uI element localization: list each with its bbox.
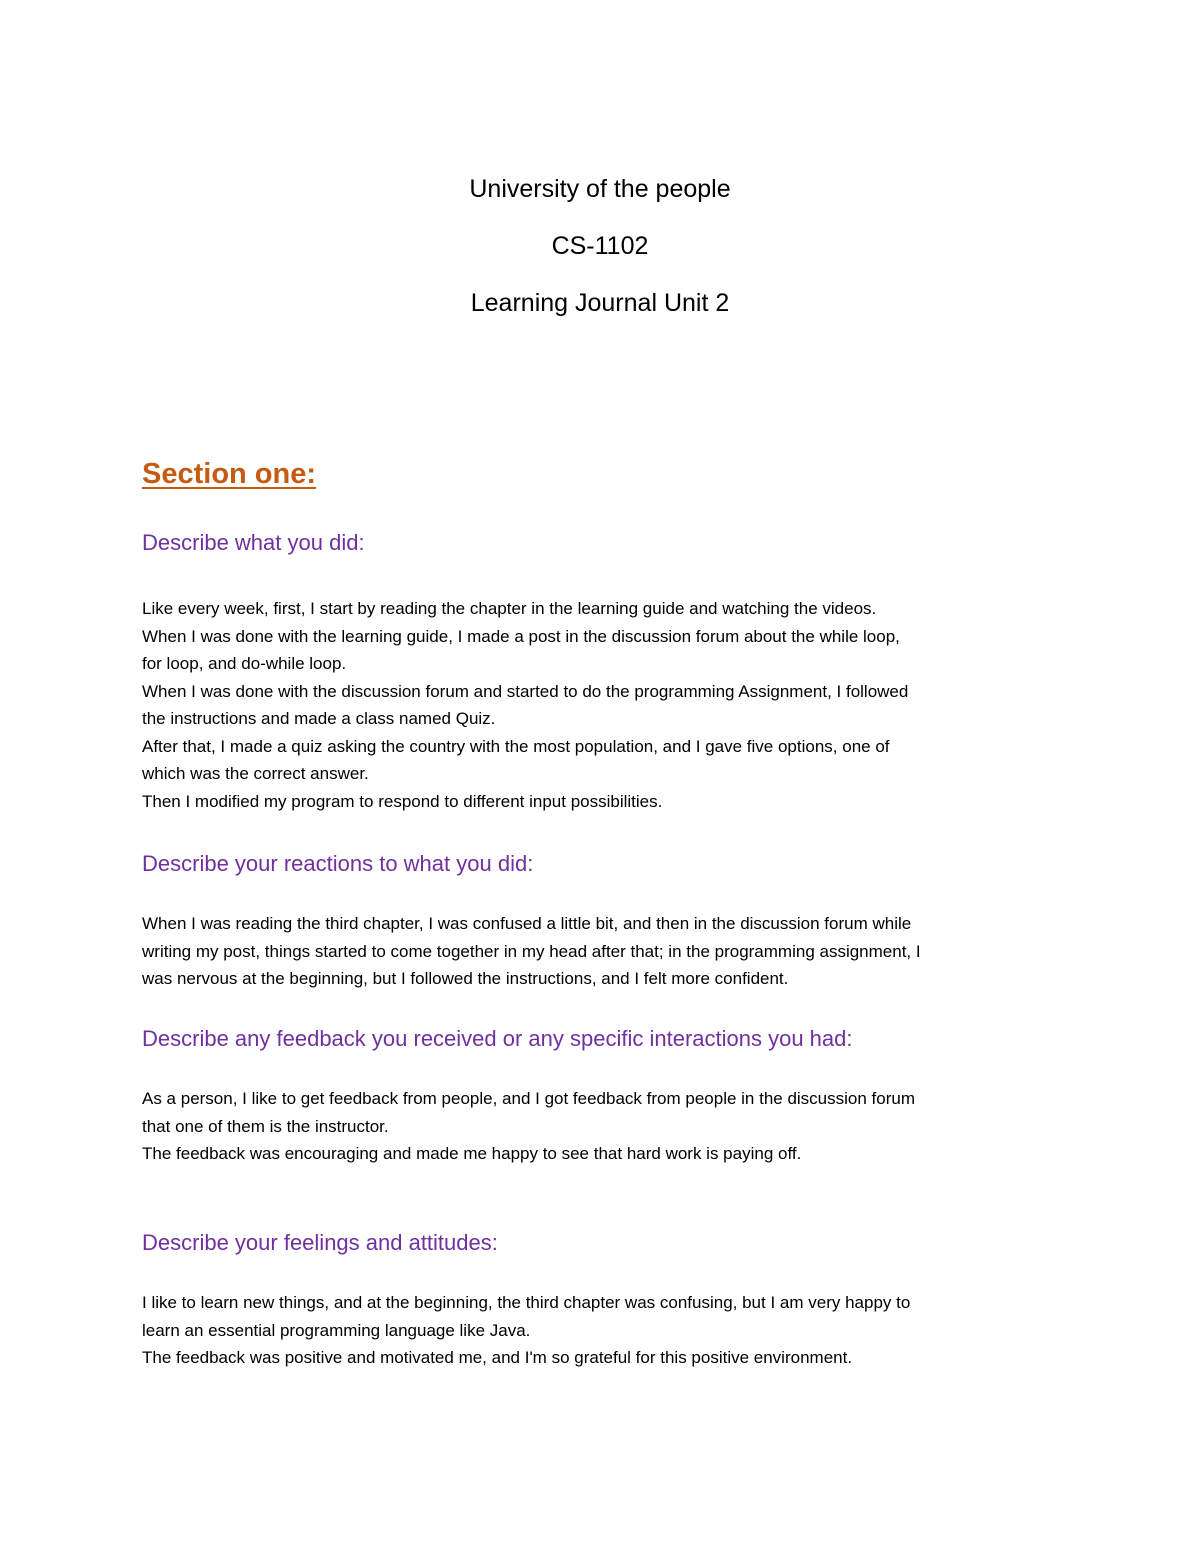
- describe-reactions-heading: Describe your reactions to what you did:: [142, 851, 534, 876]
- describe-feedback-heading: Describe any feedback you received or any specific interactions you had:: [142, 1026, 853, 1051]
- describe-feelings-text: [142, 1289, 1072, 1372]
- describe-what-you-did-heading: Describe what you did:: [142, 530, 365, 555]
- paragraph-line: which was the correct answer.: [142, 764, 369, 783]
- paragraph-line: The feedback was encouraging and made me happy to see that hard work is paying off.: [142, 1144, 802, 1163]
- paragraph-line: The feedback was positive and motivated me, and I'm so grateful for this positive environment.: [142, 1348, 853, 1367]
- paragraph-line: Like every week, first, I start by reading the chapter in the learning guide and watching the videos.: [142, 599, 877, 618]
- paragraph-line: Then I modified my program to respond to different input possibilities.: [142, 791, 663, 811]
- describe-reactions-text: [142, 910, 1072, 993]
- section-one-heading: Section one:: [142, 458, 317, 490]
- assignment-title: Learning Journal Unit 2: [470, 289, 730, 317]
- course-code: CS-1102: [551, 232, 649, 260]
- paragraph-line: the instructions and made a class named Quiz.: [142, 709, 496, 728]
- paragraph-line: When I was done with the learning guide, I made a post in the discussion forum about the while loop,: [142, 626, 900, 646]
- university-name: University of the people: [469, 175, 731, 203]
- paragraph-line: that one of them is the instructor.: [142, 1116, 389, 1136]
- paragraph-line: was nervous at the beginning, but I followed the instructions, and I felt more confident.: [142, 969, 789, 988]
- paragraph-line: for loop, and do-while loop.: [142, 654, 347, 673]
- paragraph-line: When I was done with the discussion forum and started to do the programming Assignment, I followed: [142, 681, 909, 701]
- describe-what-you-did-text: [142, 595, 1072, 815]
- paragraph-line: When I was reading the third chapter, I was confused a little bit, and then in the discussion forum while: [142, 914, 912, 933]
- paragraph-line: After that, I made a quiz asking the country with the most population, and I gave five options, one of: [142, 736, 890, 756]
- paragraph-line: writing my post, things started to come together in my head after that; in the programming assignment, I: [142, 941, 921, 961]
- paragraph-line: I like to learn new things, and at the beginning, the third chapter was confusing, but I am very happy to: [142, 1293, 911, 1312]
- describe-feedback-text: [142, 1085, 1072, 1168]
- paragraph-line: As a person, I like to get feedback from people, and I got feedback from people in the discussion forum: [142, 1089, 916, 1108]
- paragraph-line: learn an essential programming language like Java.: [142, 1320, 531, 1340]
- describe-feelings-heading: Describe your feelings and attitudes:: [142, 1230, 498, 1255]
